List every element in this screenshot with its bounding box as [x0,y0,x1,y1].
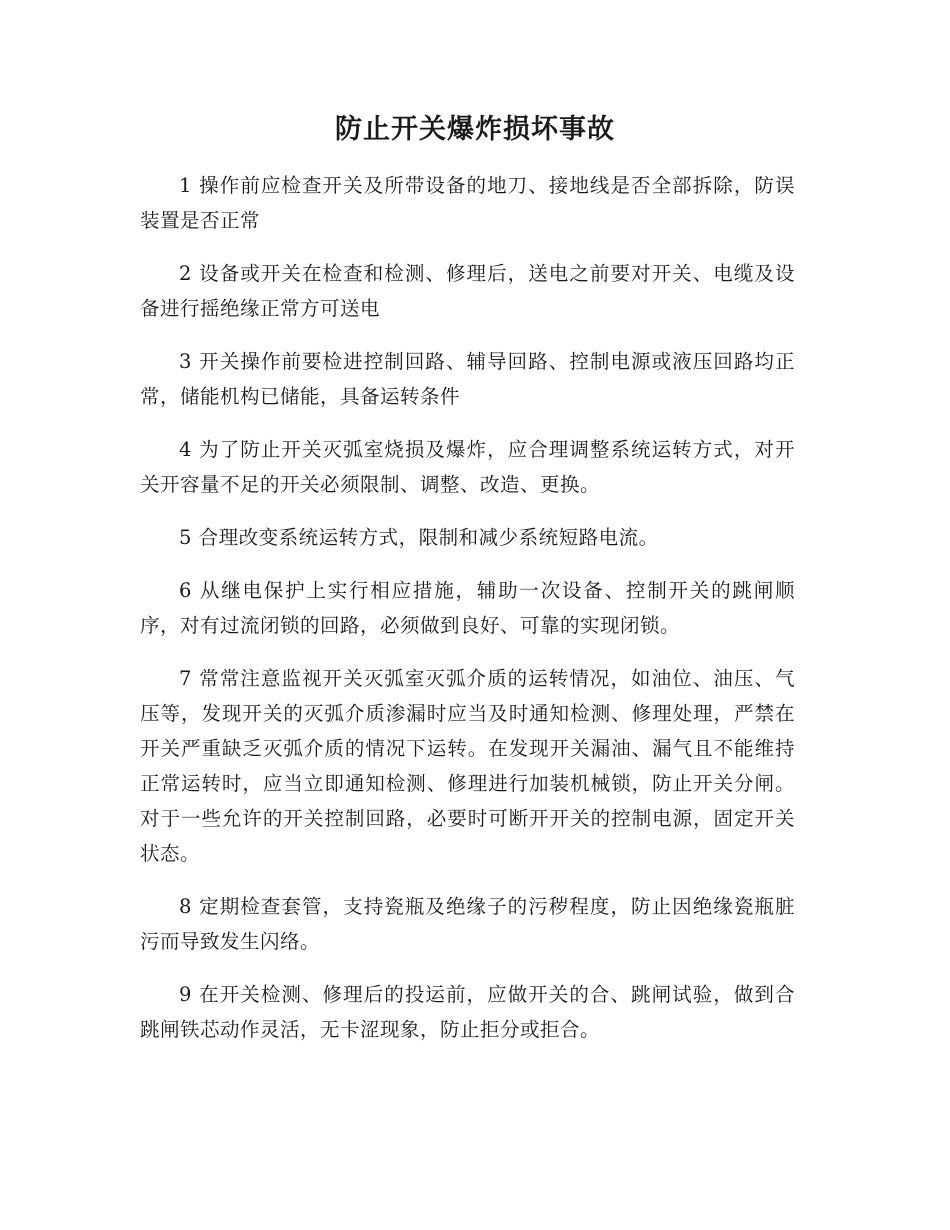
paragraph-2: 2 设备或开关在检查和检测、修理后，送电之前要对开关、电缆及设备进行摇绝缘正常方可送电 [140,262,795,320]
paragraph-6: 6 从继电保护上实行相应措施，辅助一次设备、控制开关的跳闸顺序，对有过流闭锁的回路，必须做到良好、可靠的实现闭锁。 [140,579,795,637]
paragraph-5: 5 合理改变系统运转方式，限制和减少系统短路电流。 [179,526,659,549]
document-body [140,168,795,1065]
paragraph-9: 9 在开关检测、修理后的投运前，应做开关的合、跳闸试验，做到合跳闸铁芯动作灵活，无卡涩现象，防止拒分或拒合。 [140,983,795,1041]
paragraph-4: 4 为了防止开关灭弧室烧损及爆炸，应合理调整系统运转方式，对开关开容量不足的开关必须限制、调整、改造、更换。 [140,438,795,496]
paragraph-1: 1 操作前应检查开关及所带设备的地刀、接地线是否全部拆除，防误装置是否正常 [140,174,795,232]
paragraph-3: 3 开关操作前要检进控制回路、辅导回路、控制电源或液压回路均正常，储能机构已储能，具备运转条件 [140,350,795,408]
paragraph-7: 7 常常注意监视开关灭弧室灭弧介质的运转情况，如油位、油压、气压等，发现开关的灭弧介质渗漏时应当及时通知检测、修理处理，严禁在开关严重缺乏灭弧介质的情况下运转。在发现开关漏油、漏气且不能维持正常运转时，应当立即通知检测、修理进行加装机械锁，防止开关分闸。对于一些允许的开关控制回路，必要时可断开开关的控制电源，固定开关状态。 [140,667,795,865]
document-title: 防止开关爆炸损坏事故 [335,114,615,145]
paragraph-8: 8 定期检查套管，支持瓷瓶及绝缘子的污秽程度，防止因绝缘瓷瓶脏污而导致发生闪络。 [140,895,795,953]
